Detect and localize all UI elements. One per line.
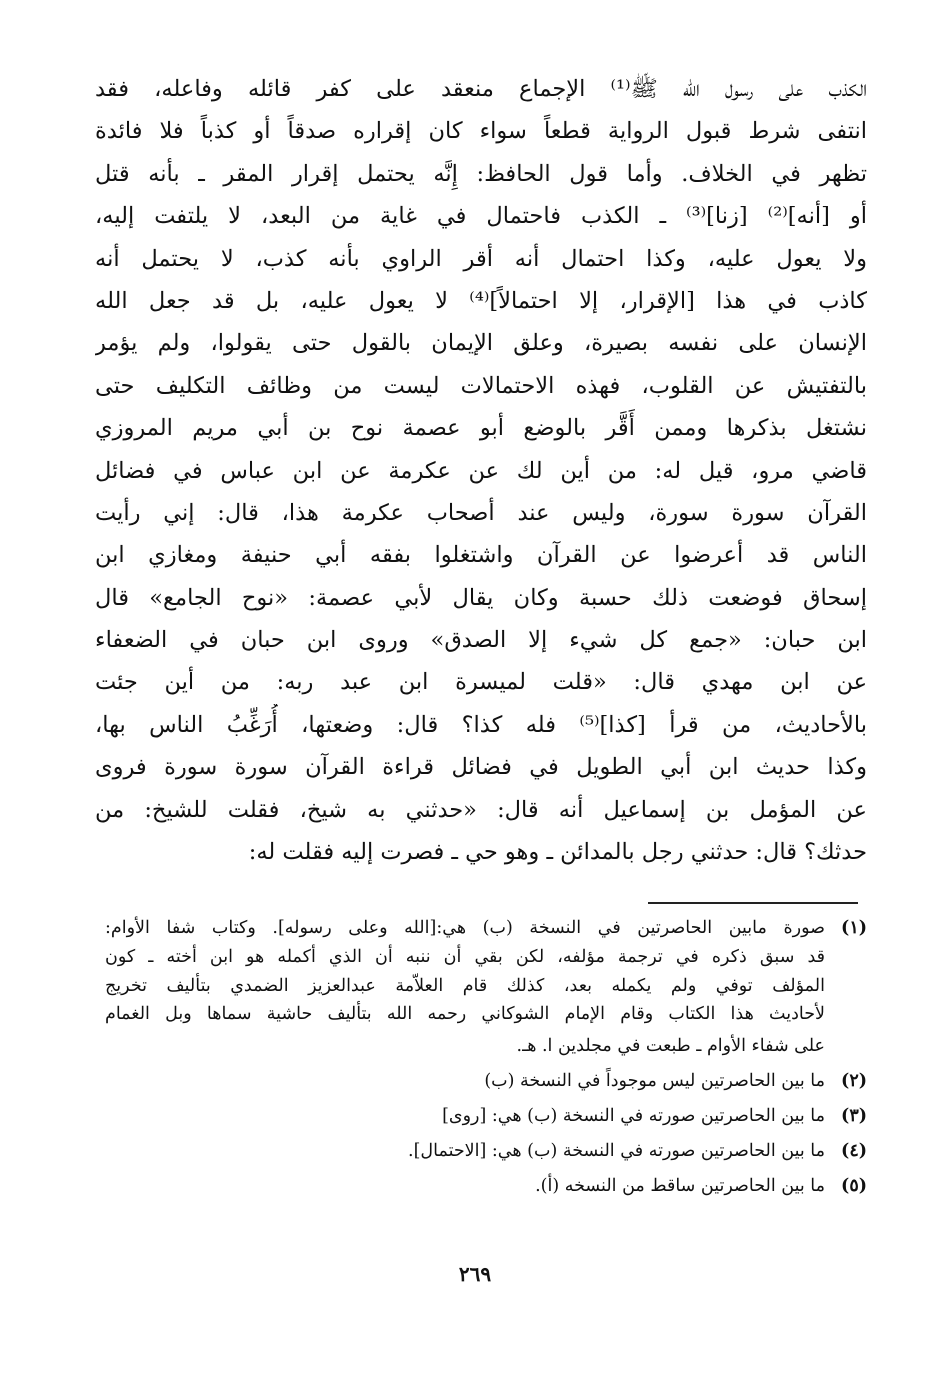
main-text-block (95, 68, 867, 873)
text-line: عن المؤمل بن إسماعيل أنه قال: «حدثني به شيخ، فقلت للشيخ: من (95, 796, 867, 823)
footnote-line: على شفاء الأوام ـ طبعت في مجلدين ا. هـ. (516, 1036, 825, 1057)
footnote-text: ما بين الحاصرتين صورته في النسخة (ب) هي: [روى] (442, 1106, 825, 1127)
footnote-1 (105, 914, 867, 1064)
text-line: أو [أنه]⁽²⁾ [زنا]⁽³⁾ ـ الكذب فاحتمال في غاية من البعد، لا يلتفت إليه، (95, 203, 867, 230)
footnote-3 (105, 1099, 867, 1134)
footnote-line (105, 914, 867, 943)
footnote-separator (648, 902, 858, 904)
footnotes (105, 914, 867, 1204)
footnote-marker: (٤) (841, 1141, 867, 1162)
footnote-marker: (٢) (841, 1071, 867, 1092)
footnote-line: المؤلف توفي ولم يكمله بعد، كذلك قام العلاّمة عبدالعزيز الضمدي بتأليف تخريج (105, 975, 825, 996)
text-line: نشتغل بذكرها وممن أَقَّر بالوضع أبو عصمة نوح بن أبي مريم المروزي (95, 415, 867, 442)
footnote-2 (105, 1064, 867, 1099)
page-number: ٢٦٩ (458, 1262, 492, 1286)
footnote-5 (105, 1169, 867, 1204)
text-line: القرآن سورة سورة، وليس عند أصحاب عكرمة هذا، قال: إني رأيت (95, 499, 867, 526)
text-line: قاضي مرو، قيل له: من أين لك عن عكرمة عن ابن عباس في فضائل (95, 457, 867, 484)
text-line: الكذب على رسول الله ﷺ⁽¹⁾ الإجماع منعقد على كفر قائله وفاعله، فقد (95, 76, 867, 102)
text-line: تظهر في الخلاف. وأما قول الحافظ: إِنَّه يحتمل إقرار المقر ـ بأنه قتل (95, 160, 867, 187)
text-line: وكذا حديث ابن أبي الطويل في فضائل قراءة القرآن سورة سورة فروى (95, 754, 867, 781)
text-line: الناس قد أعرضوا عن القرآن واشتغلوا بفقه أبي حنيفة ومغازي ابن (95, 542, 867, 569)
text-line: الإنسان على نفسه بصيرة، وعلق الإيمان بالقول حتى يقولوا، ولم يؤمر (95, 330, 867, 357)
footnote-text: ما بين الحاصرتين ليس موجوداً في النسخة (ب) (484, 1071, 825, 1092)
footnote-line: قد سبق ذكره في ترجمة مؤلفه، لكن بقي أن ننبه أن الذي أكمله هو ابن أخته ـ كون (105, 946, 825, 967)
footnote-text: ما بين الحاصرتين صورته في النسخة (ب) هي: [الاحتمال]. (408, 1141, 825, 1162)
text-line: بالأحاديث، من قرأ [كذا]⁽⁵⁾ فله كذا؟ قال: وضعتها، أُرَغِّبُ الناس بها، (95, 711, 867, 738)
text-line: ولا يعول عليه، وكذا احتمال أنه أقر الراوي بأنه كذب، لا يحتمل أنه (95, 245, 867, 272)
footnote-marker: (٥) (841, 1176, 867, 1197)
footnote-marker: (١) (841, 918, 867, 938)
footnote-text: صورة مابين الحاصرتين في النسخة (ب) هي:[الله وعلى رسوله]. وكتاب شفا الأوام: (105, 918, 825, 938)
text-line: ابن حبان: «جمع كل شيء إلا الصدق» وروى ابن حبان في الضعفاء (95, 627, 867, 654)
text-line: حدثك؟ قال: حدثني رجل بالمدائن ـ وهو حي ـ فصرت إليه فقلت له: (248, 839, 867, 866)
footnote-marker: (٣) (841, 1106, 867, 1127)
text-line: عن ابن مهدي قال: «قلت لميسرة ابن عبد ربه: من أين جئت (95, 669, 867, 696)
text-line: كاذب في هذا [الإقرار، إلا احتمالاً]⁽⁴⁾ لا يعول عليه، بل قد جعل الله (95, 287, 867, 314)
text-line: بالتفتيش عن القلوب، فهذه الاحتمالات ليست من وظائف التكليف حتى (95, 372, 867, 399)
footnote-line: لأحاديث هذا الكتاب وقام الإمام الشوكاني رحمه الله بتأليف حاشية سماها وبل الغمام (105, 1004, 825, 1025)
footnote-4 (105, 1134, 867, 1169)
footnote-text: ما بين الحاصرتين ساقط من النسخه (أ). (535, 1176, 825, 1197)
text-line: إسحاق فوضعت ذلك حسبة وكان يقال لأبي عصمة: «نوح الجامع» قال (95, 584, 867, 611)
text-line: انتفى شرط قبول الرواية قطعاً سواء كان إقراره صدقاً أو كذباً فلا فائدة (95, 118, 867, 145)
